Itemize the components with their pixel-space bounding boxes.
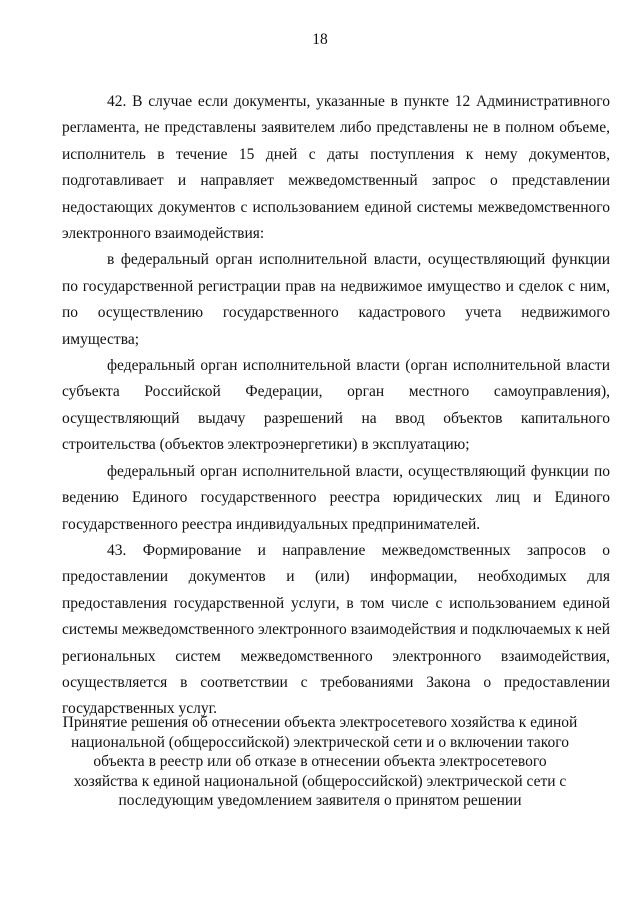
paragraph-43: 43. Формирование и направление межведомственных запросов о предоставлении документов и (или) информации, необходимых для предоставления государственной услуги, в том числе с использованием единой системы межведомственного электронного взаимодействия и подключаемых к ней региональных систем межведомственного электронного взаимодействия, осуществляется в соответствии с требованиями Закона о предоставлении государственных услуг. xyxy=(62,541,610,718)
section-heading: Принятие решения об отнесении объекта электросетевого хозяйства к единой национальной (общероссийской) электрической сети и о включении такого объекта в реестр или об отказе в отнесении объекта электросетевого хозяйства к единой национальной (общероссийской) электрической сети с последующим уведомлением заявителя о принятом решении xyxy=(62,714,578,809)
paragraph-item-cadastral-authority: в федеральный орган исполнительной власти, осуществляющий функции по государственной регистрации прав на недвижимое имущество и сделок с ним, по осуществлению государственного кадастрового учета недвижимого имущества; xyxy=(62,251,610,348)
paragraph-42: 42. В случае если документы, указанные в пункте 12 Административного регламента, не представлены заявителем либо представлены не в полном объеме, исполнитель в течение 15 дней с даты поступления к нему документов, подготавливает и направляет межведомственный запрос о представлении недостающих документов с использованием единой системы межведомственного электронного взаимодействия: xyxy=(62,93,610,243)
paragraph-item-construction-permit-authority: федеральный орган исполнительной власти (орган исполнительной власти субъекта Российской Федерации, орган местного самоуправления), осуществляющий выдачу разрешений на ввод объектов капитального строительства (объектов электроэнергетики) в эксплуатацию; xyxy=(62,357,610,454)
paragraph-item-registry-authority: федеральный орган исполнительной власти, осуществляющий функции по ведению Единого государственного реестра юридических лиц и Единого государственного реестра индивидуальных предпринимателей. xyxy=(62,462,610,533)
page-number: 18 xyxy=(312,31,328,48)
document-body xyxy=(62,89,610,723)
